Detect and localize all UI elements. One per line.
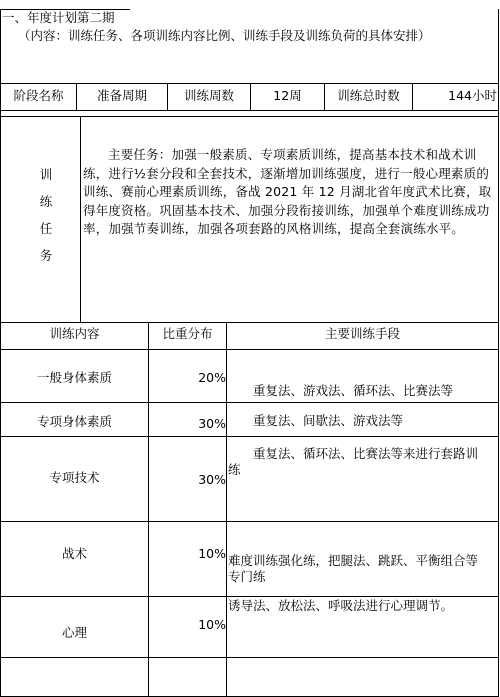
table-col-2 — [226, 322, 227, 696]
plan-title: 一、年度计划第二期 — [2, 10, 115, 25]
row-ratio: 20% — [198, 370, 226, 385]
rule-10 — [0, 657, 499, 658]
row-means: 重复法、游戏法、循环法、比赛法等 — [253, 383, 454, 398]
hours-value: 144小时 — [448, 88, 497, 103]
hours-label: 训练总时数 — [337, 88, 400, 103]
stage-name-value: 准备周期 — [96, 88, 147, 103]
row-means: 重复法、间歇法、游戏法等 — [253, 413, 404, 428]
rule-4 — [0, 322, 499, 323]
frame-right — [498, 9, 499, 697]
weeks-value: 12周 — [273, 88, 302, 103]
row-means: 诱导法、放松法、呼吸法进行心理调节。 — [228, 598, 454, 613]
rule-6 — [0, 402, 499, 403]
rule-9 — [0, 596, 499, 597]
col-header-content: 训练内容 — [49, 326, 100, 341]
plan-subtitle: （内容：训练任务、各项训练内容比例、训练手段及训练负荷的具体安排） — [18, 28, 431, 43]
row-ratio: 10% — [198, 617, 226, 632]
row-content: 专项技术 — [49, 470, 100, 485]
row-ratio: 30% — [198, 416, 226, 431]
task-label-char-2: 练 — [39, 194, 53, 209]
stage-name-label: 阶段名称 — [13, 88, 64, 103]
task-description: 主要任务：加强一般素质、专项素质训练，提高基本技术和战术训练，进行½套分段和全套技术，逐渐增加训练强度，进行一般心理素质的训练、赛前心理素质训练，备战 2021 年 12 月湖北省年度武术比赛，取得年度资格。巩固基本技术、加强分段衔接训练，加强单个难度训练成功率，加强节奏训练，加强各项套路的风格训练，提高全套演练水平。 — [83, 147, 492, 236]
row-content: 心理 — [61, 625, 87, 640]
row-means: 重复法、循环法、比赛法等来进行套路训练 — [228, 446, 479, 477]
row-content: 战术 — [61, 546, 87, 561]
frame-left — [0, 9, 1, 697]
row-content: 一般身体素质 — [36, 370, 112, 385]
rule-8 — [0, 521, 499, 522]
col-header-means: 主要训练手段 — [324, 326, 400, 341]
weeks-label: 训练周数 — [183, 88, 234, 103]
row-ratio: 10% — [198, 546, 226, 561]
task-col — [80, 116, 81, 322]
row-content: 专项身体素质 — [36, 414, 112, 429]
task-label-char-1: 训 — [39, 167, 53, 182]
rule-5 — [0, 349, 499, 350]
row-ratio: 30% — [198, 472, 226, 487]
row-means: 难度训练强化练，把腿法、跳跃、平衡组合等专门练 — [228, 553, 479, 584]
rule-2 — [0, 110, 499, 111]
task-label-char-4: 务 — [39, 248, 53, 263]
rule-7 — [0, 436, 499, 437]
col-header-ratio: 比重分布 — [162, 326, 213, 341]
task-label-char-3: 任 — [39, 221, 53, 236]
rule-3 — [0, 116, 499, 117]
